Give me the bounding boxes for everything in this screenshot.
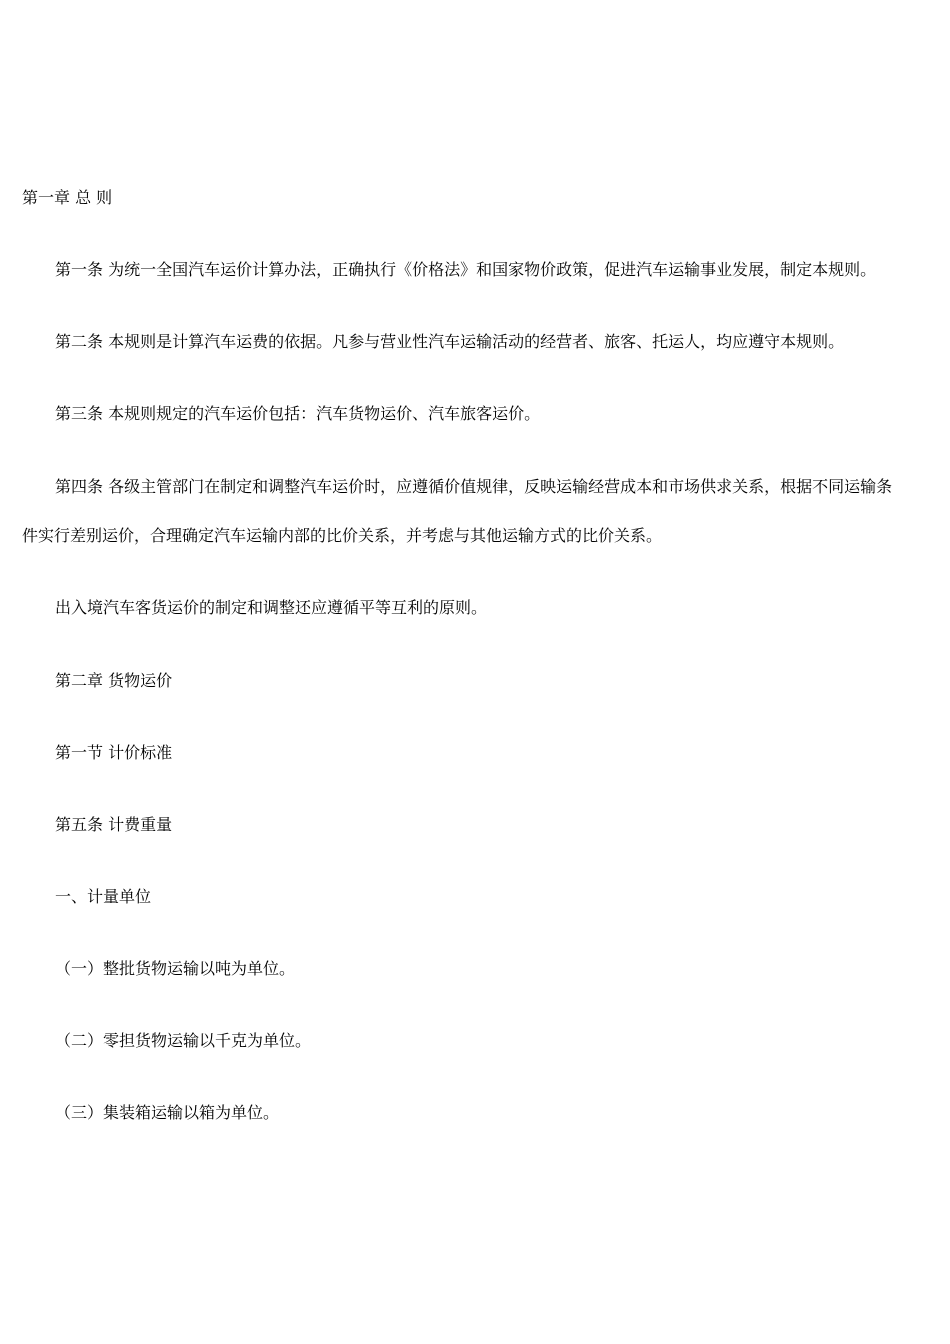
sub-item-1: （一）整批货物运输以吨为单位。 [55,959,296,978]
article-1: 第一条 为统一全国汽车运价计算办法，正确执行《价格法》和国家物价政策，促进汽车运输事业发展，制定本规则。 [55,260,877,279]
chapter-2-heading: 第二章 货物运价 [55,671,173,690]
sub-item-2: （二）零担货物运输以千克为单位。 [55,1031,312,1050]
article-2: 第二条 本规则是计算汽车运费的依据。凡参与营业性汽车运输活动的经营者、旅客、托运人，均应遵守本规则。 [55,332,845,351]
chapter-1-heading: 第一章 总 则 [22,188,113,207]
item-1-heading: 一、计量单位 [55,887,152,906]
article-4-line-1: 第四条 各级主管部门在制定和调整汽车运价时，应遵循价值规律，反映运输经营成本和市场供求关系，根据不同运输条 [55,477,893,496]
article-5: 第五条 计费重量 [55,815,173,834]
section-1-heading: 第一节 计价标准 [55,743,173,762]
article-3: 第三条 本规则规定的汽车运价包括：汽车货物运价、汽车旅客运价。 [55,404,541,423]
article-4-line-2: 件实行差别运价，合理确定汽车运输内部的比价关系，并考虑与其他运输方式的比价关系。 [22,526,663,545]
sub-item-3: （三）集装箱运输以箱为单位。 [55,1103,280,1122]
article-4-paragraph-2: 出入境汽车客货运价的制定和调整还应遵循平等互利的原则。 [55,598,488,617]
